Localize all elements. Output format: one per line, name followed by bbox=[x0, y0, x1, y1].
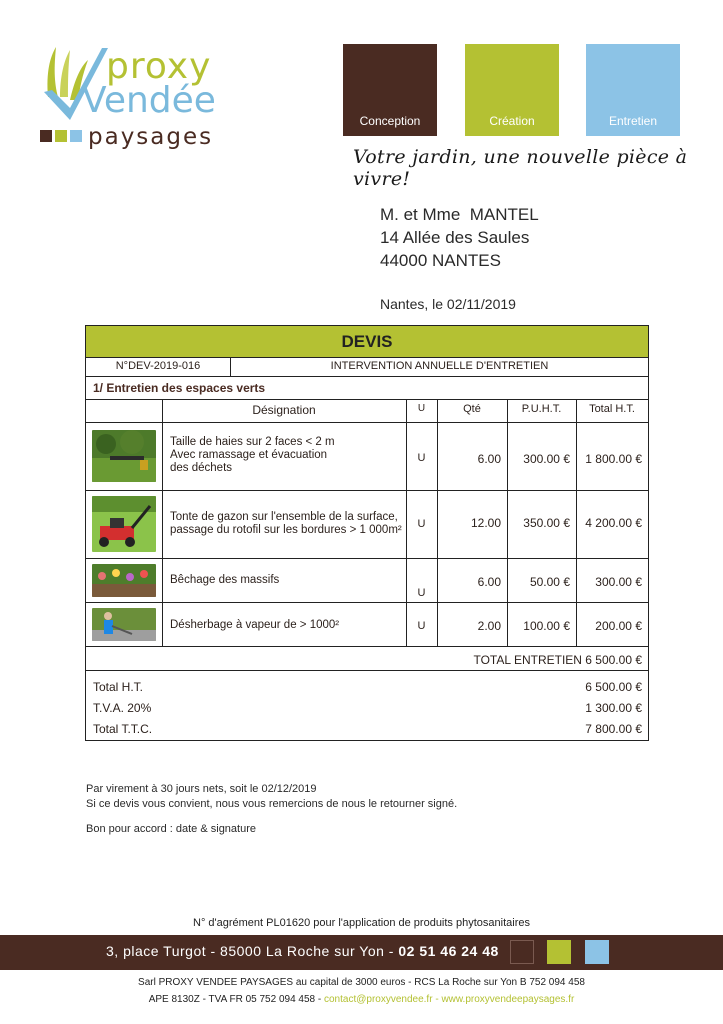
legal-ape-tva: APE 8130Z - TVA FR 05 752 094 458 - bbox=[148, 994, 324, 1005]
payment-notes bbox=[86, 782, 457, 812]
unit-price-cell: 350.00 € bbox=[523, 516, 570, 530]
recipient-city: 44000 NANTES bbox=[380, 251, 501, 270]
quote-reference: N°DEV-2019-016 bbox=[86, 357, 231, 377]
recipient-address bbox=[380, 203, 539, 272]
footer-contact bbox=[106, 943, 499, 959]
date-line: Nantes, le 02/11/2019 bbox=[380, 296, 516, 312]
legal-contact-info bbox=[0, 994, 723, 1005]
signature-line: Bon pour accord : date & signature bbox=[86, 823, 256, 835]
total-cell: 200.00 € bbox=[595, 619, 642, 633]
qty-cell: 12.00 bbox=[470, 516, 501, 530]
footer-phone: 02 51 46 24 48 bbox=[398, 943, 499, 959]
legal-company-info: Sarl PROXY VENDEE PAYSAGES au capital de 3000 euros - RCS La Roche sur Yon B 752 094 458 bbox=[138, 977, 585, 988]
qty-cell: 2.00 bbox=[477, 619, 501, 633]
designation-text: Bêchage des massifs bbox=[170, 574, 280, 586]
designation-text: Taille de haies sur 2 faces < 2 m Avec ramassage et évacuation des déchets bbox=[170, 436, 335, 474]
footer-separator: - bbox=[432, 994, 442, 1005]
unit-cell: U bbox=[417, 587, 426, 599]
recipient-street: 14 Allée des Saules bbox=[380, 228, 530, 247]
entretien-box bbox=[586, 44, 680, 136]
entretien-label: Entretien bbox=[608, 114, 658, 128]
tagline: Votre jardin, une nouvelle pièce à vivre! bbox=[353, 146, 688, 190]
total-ttc-value: 7 800.00 € bbox=[585, 722, 642, 736]
logo-color-squares bbox=[40, 130, 82, 142]
total-ht-value: 6 500.00 € bbox=[585, 680, 642, 694]
designation-text: Tonte de gazon sur l'ensemble de la surface, passage du rotofil sur les bordures > 1 000m² bbox=[170, 511, 402, 536]
section-total: TOTAL ENTRETIEN 6 500.00 € bbox=[473, 653, 642, 667]
agrement-notice: N° d'agrément PL01620 pour l'application de produits phytosanitaires bbox=[193, 917, 530, 929]
qty-cell: 6.00 bbox=[477, 452, 501, 466]
col-header-unit: U bbox=[417, 403, 426, 414]
qty-cell: 6.00 bbox=[477, 575, 501, 589]
hedge-photo bbox=[92, 430, 156, 482]
creation-box bbox=[465, 44, 559, 136]
logo-word-proxy: proxy bbox=[106, 46, 212, 87]
unit-price-cell: 50.00 € bbox=[529, 575, 570, 589]
email-link[interactable]: contact@proxyvendee.fr bbox=[324, 994, 433, 1005]
lawnmower-photo bbox=[92, 496, 156, 552]
col-header-unit-price: P.U.H.T. bbox=[521, 403, 562, 415]
unit-cell: U bbox=[417, 620, 426, 632]
total-cell: 1 800.00 € bbox=[585, 452, 642, 466]
tva-value: 1 300.00 € bbox=[585, 701, 642, 715]
return-request: Si ce devis vous convient, nous vous remercions de nous le retourner signé. bbox=[86, 798, 458, 810]
flowerbed-photo bbox=[92, 564, 156, 597]
footer-blue-square bbox=[585, 940, 609, 964]
conception-box bbox=[343, 44, 437, 136]
total-ht-label: Total H.T. bbox=[93, 680, 144, 694]
logo-word-paysages: paysages bbox=[88, 124, 214, 150]
footer-green-square bbox=[547, 940, 571, 964]
footer-address: 3, place Turgot - 85000 La Roche sur Yon - bbox=[106, 943, 399, 959]
website-link[interactable]: www.proxyvendeepaysages.fr bbox=[441, 994, 575, 1005]
logo-word-vendee: Vendée bbox=[82, 80, 216, 121]
unit-cell: U bbox=[417, 452, 426, 464]
unit-cell: U bbox=[417, 518, 426, 530]
total-cell: 4 200.00 € bbox=[585, 516, 642, 530]
conception-label: Conception bbox=[359, 114, 421, 128]
quote-subject: INTERVENTION ANNUELLE D'ENTRETIEN bbox=[231, 357, 648, 377]
quote-table bbox=[85, 325, 649, 741]
quote-title: DEVIS bbox=[86, 326, 648, 358]
footer-band bbox=[0, 935, 723, 970]
company-logo bbox=[38, 40, 238, 155]
unit-price-cell: 100.00 € bbox=[523, 619, 570, 633]
creation-label: Création bbox=[489, 114, 535, 128]
section-heading: 1/ Entretien des espaces verts bbox=[86, 377, 648, 400]
total-ttc-label: Total T.T.C. bbox=[93, 722, 153, 736]
total-cell: 300.00 € bbox=[595, 575, 642, 589]
weeding-photo bbox=[92, 608, 156, 641]
payment-terms: Par virement à 30 jours nets, soit le 02/12/2019 bbox=[86, 783, 317, 795]
designation-text: Désherbage à vapeur de > 1000² bbox=[170, 619, 340, 631]
col-header-total: Total H.T. bbox=[589, 403, 635, 415]
footer-brown-square bbox=[510, 940, 534, 964]
col-header-qty: Qté bbox=[463, 403, 481, 415]
col-header-designation: Désignation bbox=[252, 403, 316, 417]
recipient-name: M. et Mme MANTEL bbox=[380, 205, 539, 224]
tva-label: T.V.A. 20% bbox=[93, 701, 152, 715]
unit-price-cell: 300.00 € bbox=[523, 452, 570, 466]
